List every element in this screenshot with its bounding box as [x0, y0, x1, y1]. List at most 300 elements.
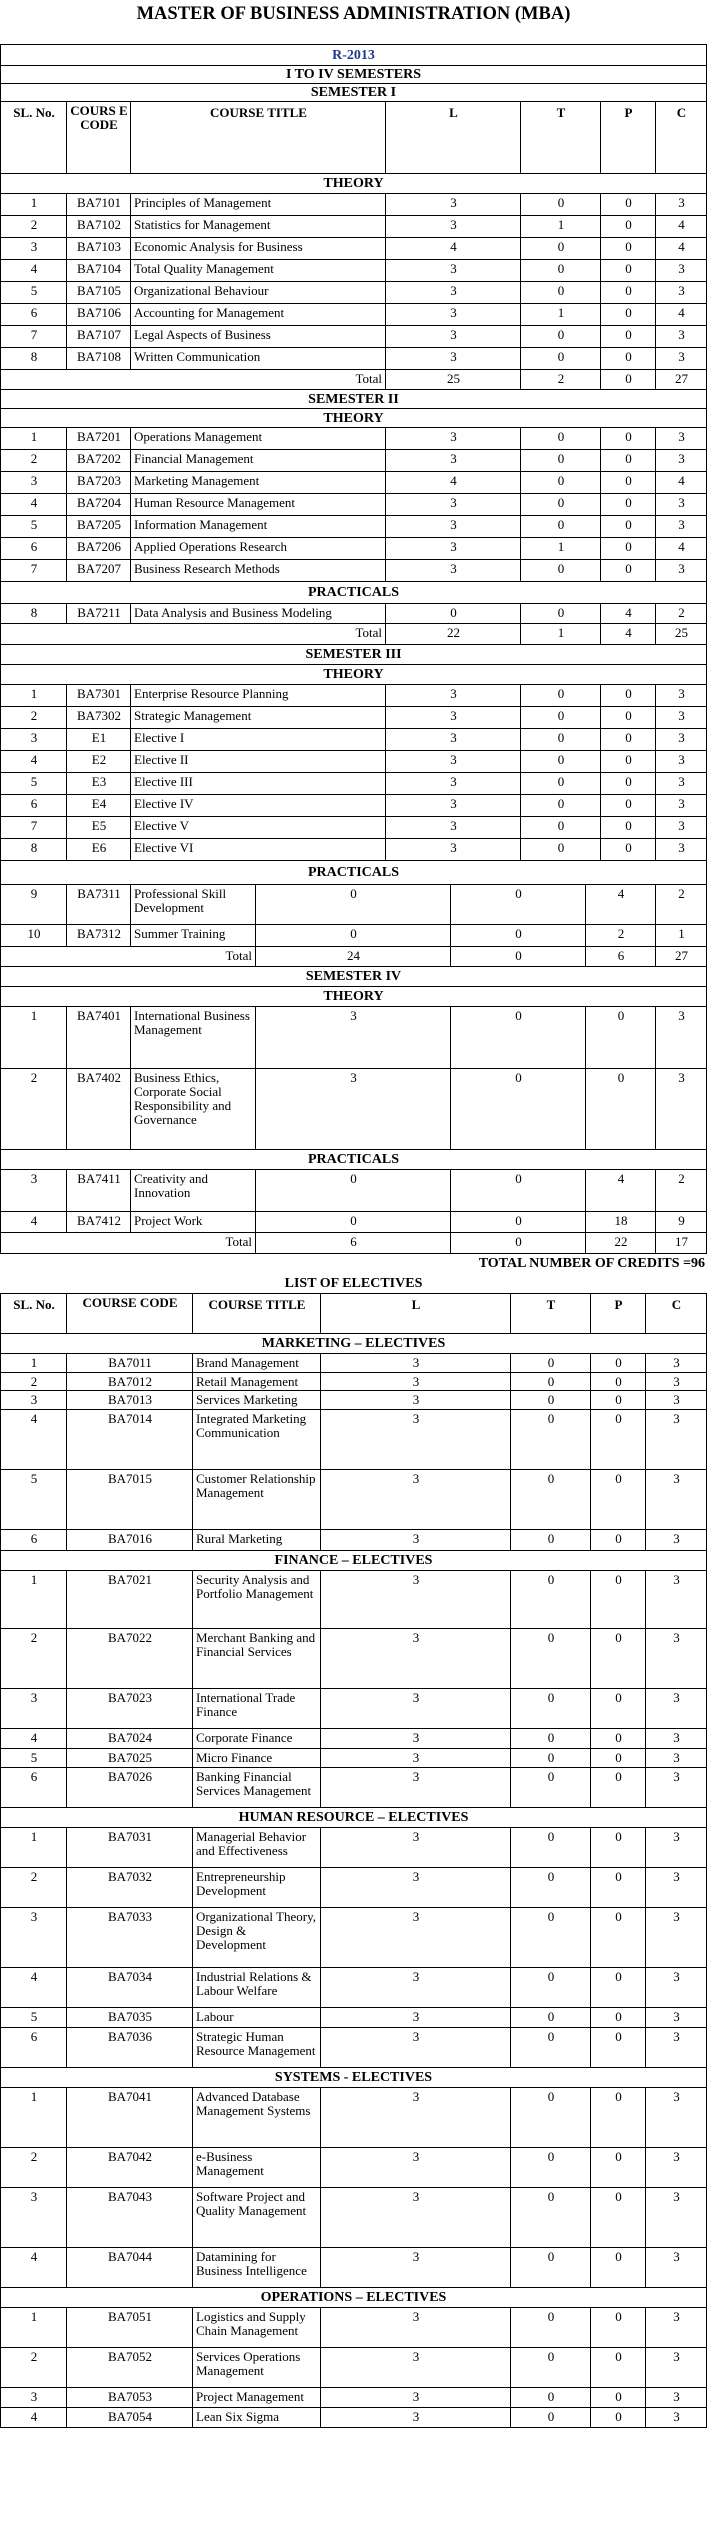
total-p-cell: 22 — [585, 1233, 655, 1254]
table-row — [0, 194, 707, 216]
p-cell: 0 — [590, 1908, 645, 1968]
course-code-cell: BA7014 — [66, 1410, 192, 1470]
course-code-cell: BA7044 — [66, 2248, 192, 2288]
l-cell: 3 — [320, 2188, 510, 2248]
c-cell: 3 — [655, 817, 707, 839]
t-cell: 0 — [510, 2388, 590, 2408]
c-cell: 3 — [645, 1828, 707, 1868]
l-cell: 3 — [320, 1828, 510, 1868]
course-title-cell: Rural Marketing — [192, 1530, 320, 1551]
table-row — [0, 1410, 707, 1470]
header-course-cell: COURSE TITLE — [130, 102, 385, 174]
course-title-cell: Written Communication — [130, 348, 385, 370]
c-cell: 3 — [645, 2388, 707, 2408]
course-title-cell: Enterprise Resource Planning — [130, 685, 385, 707]
table-row — [0, 304, 707, 326]
course-title-cell: Strategic Human Resource Management — [192, 2028, 320, 2068]
c-cell: 3 — [655, 516, 707, 538]
t-cell: 0 — [520, 472, 600, 494]
p-cell: 0 — [590, 2408, 645, 2428]
total-l-cell: 6 — [255, 1233, 450, 1254]
l-cell: 3 — [320, 2408, 510, 2428]
p-cell: 0 — [590, 1968, 645, 2008]
t-cell: 0 — [520, 707, 600, 729]
t-cell: 1 — [520, 304, 600, 326]
c-cell: 3 — [655, 450, 707, 472]
t-cell: 0 — [520, 348, 600, 370]
document-title: MASTER OF BUSINESS ADMINISTRATION (MBA) — [136, 4, 571, 24]
c-cell: 3 — [655, 260, 707, 282]
total-c-cell: 25 — [655, 624, 707, 645]
t-cell: 0 — [520, 282, 600, 304]
total-p-cell: 0 — [600, 370, 655, 390]
table-row — [0, 472, 707, 494]
table-row — [0, 1373, 707, 1391]
l-cell: 3 — [320, 1868, 510, 1908]
p-cell: 0 — [590, 1689, 645, 1729]
course-code-cell: BA7312 — [66, 925, 130, 947]
course-title-cell: Elective IV — [130, 795, 385, 817]
sl-no-cell: 3 — [0, 729, 66, 751]
table-row — [0, 2008, 707, 2028]
sl-no-cell: 9 — [0, 885, 66, 925]
t-cell: 0 — [510, 2408, 590, 2428]
l-cell: 3 — [320, 1749, 510, 1768]
course-title-cell: Security Analysis and Portfolio Management — [192, 1571, 320, 1629]
p-cell: 0 — [590, 2088, 645, 2148]
table-row — [0, 2188, 707, 2248]
course-code-cell: BA7401 — [66, 1007, 130, 1069]
course-code-cell: BA7201 — [66, 428, 130, 450]
table-row — [0, 282, 707, 304]
total-c-cell: 17 — [655, 1233, 707, 1254]
course-code-cell: BA7022 — [66, 1629, 192, 1689]
course-code-cell: BA7012 — [66, 1373, 192, 1391]
table-row — [0, 326, 707, 348]
t-cell: 0 — [510, 1354, 590, 1373]
semester-4-practicals-heading: PRACTICALS — [0, 1150, 707, 1170]
course-title-cell: Datamining for Business Intelligence — [192, 2248, 320, 2288]
course-title-cell: Strategic Management — [130, 707, 385, 729]
course-code-cell: BA7103 — [66, 238, 130, 260]
course-code-cell: E1 — [66, 729, 130, 751]
table-row — [0, 216, 707, 238]
c-cell: 3 — [645, 1908, 707, 1968]
course-title-cell: Accounting for Management — [130, 304, 385, 326]
sl-no-cell: 3 — [0, 1908, 66, 1968]
c-cell: 3 — [645, 2088, 707, 2148]
table-row — [0, 2248, 707, 2288]
table-row — [0, 2348, 707, 2388]
table-row — [0, 1571, 707, 1629]
sl-no-cell: 3 — [0, 238, 66, 260]
c-cell: 4 — [655, 472, 707, 494]
course-title-cell: Micro Finance — [192, 1749, 320, 1768]
course-code-cell: BA7042 — [66, 2148, 192, 2188]
total-p-cell: 4 — [600, 624, 655, 645]
p-cell: 0 — [600, 560, 655, 582]
course-title-cell: Industrial Relations & Labour Welfare — [192, 1968, 320, 2008]
p-cell: 0 — [600, 194, 655, 216]
c-cell: 4 — [655, 538, 707, 560]
table-row — [0, 729, 707, 751]
l-cell: 3 — [385, 839, 520, 861]
table-row — [0, 795, 707, 817]
l-cell: 3 — [320, 1391, 510, 1410]
sl-no-cell: 3 — [0, 472, 66, 494]
course-code-cell: BA7207 — [66, 560, 130, 582]
c-cell: 9 — [655, 1212, 707, 1233]
course-title-cell: Integrated Marketing Communication — [192, 1410, 320, 1470]
c-cell: 3 — [645, 1373, 707, 1391]
table-header-row — [0, 102, 707, 174]
course-title-cell: Information Management — [130, 516, 385, 538]
p-cell: 0 — [585, 1007, 655, 1069]
p-cell: 0 — [600, 326, 655, 348]
total-p-cell: 6 — [585, 947, 655, 967]
table-row — [0, 238, 707, 260]
c-cell: 3 — [655, 751, 707, 773]
semester-1-theory-heading: THEORY — [0, 174, 707, 194]
c-cell: 2 — [655, 885, 707, 925]
t-cell: 0 — [520, 751, 600, 773]
c-cell: 3 — [655, 326, 707, 348]
header-course-cell: COURSE TITLE — [192, 1294, 320, 1334]
course-code-cell: E3 — [66, 773, 130, 795]
course-title-cell: Financial Management — [130, 450, 385, 472]
course-code-cell: BA7107 — [66, 326, 130, 348]
sl-no-cell: 4 — [0, 494, 66, 516]
l-cell: 3 — [320, 1354, 510, 1373]
course-code-cell: E2 — [66, 751, 130, 773]
course-title-cell: Creativity and Innovation — [130, 1170, 255, 1212]
l-cell: 0 — [255, 1170, 450, 1212]
c-cell: 3 — [645, 1354, 707, 1373]
sl-no-cell: 5 — [0, 2008, 66, 2028]
l-cell: 3 — [385, 560, 520, 582]
sl-no-cell: 3 — [0, 2388, 66, 2408]
p-cell: 0 — [585, 1069, 655, 1150]
course-title-cell: Data Analysis and Business Modeling — [130, 604, 385, 624]
t-cell: 1 — [520, 216, 600, 238]
course-title-cell: Services Operations Management — [192, 2348, 320, 2388]
course-code-cell: BA7013 — [66, 1391, 192, 1410]
c-cell: 3 — [645, 1410, 707, 1470]
t-cell: 0 — [510, 1410, 590, 1470]
c-cell: 3 — [655, 194, 707, 216]
l-cell: 3 — [255, 1069, 450, 1150]
t-cell: 0 — [520, 839, 600, 861]
t-cell: 0 — [520, 604, 600, 624]
c-cell: 3 — [645, 1689, 707, 1729]
l-cell: 3 — [320, 1530, 510, 1551]
l-cell: 3 — [385, 326, 520, 348]
p-cell: 0 — [590, 1868, 645, 1908]
course-title-cell: Entrepreneurship Development — [192, 1868, 320, 1908]
header-c-cell: C — [655, 102, 707, 174]
l-cell: 3 — [320, 1629, 510, 1689]
course-code-cell: E5 — [66, 817, 130, 839]
course-code-cell: BA7101 — [66, 194, 130, 216]
t-cell: 0 — [520, 729, 600, 751]
finance-electives-heading: FINANCE – ELECTIVES — [0, 1551, 707, 1571]
table-row — [0, 604, 707, 624]
l-cell: 0 — [255, 925, 450, 947]
table-row — [0, 1391, 707, 1410]
table-row — [0, 560, 707, 582]
course-title-cell: Elective III — [130, 773, 385, 795]
t-cell: 0 — [520, 260, 600, 282]
course-code-cell: E4 — [66, 795, 130, 817]
l-cell: 3 — [385, 428, 520, 450]
t-cell: 0 — [510, 1571, 590, 1629]
t-cell: 0 — [510, 1689, 590, 1729]
electives-heading: LIST OF ELECTIVES — [0, 1274, 707, 1294]
sl-no-cell: 5 — [0, 282, 66, 304]
c-cell: 3 — [655, 1007, 707, 1069]
p-cell: 0 — [600, 348, 655, 370]
p-cell: 4 — [585, 1170, 655, 1212]
total-label: Total — [0, 624, 385, 645]
table-header-row — [0, 1294, 707, 1334]
course-code-cell: BA7402 — [66, 1069, 130, 1150]
t-cell: 0 — [520, 817, 600, 839]
sl-no-cell: 4 — [0, 260, 66, 282]
p-cell: 0 — [590, 2308, 645, 2348]
c-cell: 1 — [655, 925, 707, 947]
course-code-cell: E6 — [66, 839, 130, 861]
course-title-cell: Brand Management — [192, 1354, 320, 1373]
sl-no-cell: 10 — [0, 925, 66, 947]
course-title-cell: Total Quality Management — [130, 260, 385, 282]
semesters-heading: I TO IV SEMESTERS — [0, 66, 707, 84]
course-code-cell: BA7041 — [66, 2088, 192, 2148]
l-cell: 0 — [255, 885, 450, 925]
header-l-cell: L — [385, 102, 520, 174]
semester-2-heading: SEMESTER II — [0, 390, 707, 409]
c-cell: 3 — [655, 729, 707, 751]
course-code-cell: BA7051 — [66, 2308, 192, 2348]
sl-no-cell: 2 — [0, 707, 66, 729]
total-l-cell: 24 — [255, 947, 450, 967]
t-cell: 0 — [510, 1749, 590, 1768]
p-cell: 0 — [590, 1749, 645, 1768]
total-row — [0, 1233, 707, 1254]
total-label: Total — [0, 947, 255, 967]
total-label: Total — [0, 1233, 255, 1254]
semester-3-heading: SEMESTER III — [0, 645, 707, 665]
l-cell: 3 — [385, 685, 520, 707]
course-title-cell: Elective V — [130, 817, 385, 839]
table-row — [0, 773, 707, 795]
p-cell: 18 — [585, 1212, 655, 1233]
t-cell: 0 — [520, 238, 600, 260]
p-cell: 0 — [590, 2148, 645, 2188]
c-cell: 3 — [645, 2028, 707, 2068]
t-cell: 0 — [510, 1470, 590, 1530]
c-cell: 3 — [655, 707, 707, 729]
sl-no-cell: 2 — [0, 1069, 66, 1150]
t-cell: 1 — [520, 538, 600, 560]
t-cell: 0 — [510, 1629, 590, 1689]
table-row — [0, 1069, 707, 1150]
l-cell: 3 — [320, 1373, 510, 1391]
table-row — [0, 260, 707, 282]
p-cell: 0 — [600, 450, 655, 472]
course-code-cell: BA7203 — [66, 472, 130, 494]
table-row — [0, 1007, 707, 1069]
t-cell: 0 — [520, 326, 600, 348]
t-cell: 0 — [510, 2188, 590, 2248]
c-cell: 3 — [655, 795, 707, 817]
p-cell: 2 — [585, 925, 655, 947]
course-title-cell: Operations Management — [130, 428, 385, 450]
hr-electives-heading: HUMAN RESOURCE – ELECTIVES — [0, 1808, 707, 1828]
sl-no-cell: 2 — [0, 450, 66, 472]
c-cell: 3 — [645, 1571, 707, 1629]
total-row — [0, 947, 707, 967]
course-title-cell: Project Management — [192, 2388, 320, 2408]
sl-no-cell: 2 — [0, 1373, 66, 1391]
sl-no-cell: 1 — [0, 2308, 66, 2348]
t-cell: 0 — [510, 1391, 590, 1410]
course-title-cell: Elective II — [130, 751, 385, 773]
table-row — [0, 494, 707, 516]
semester-1-heading: SEMESTER I — [0, 84, 707, 102]
total-l-cell: 25 — [385, 370, 520, 390]
l-cell: 3 — [385, 260, 520, 282]
course-title-cell: Human Resource Management — [130, 494, 385, 516]
sl-no-cell: 6 — [0, 1768, 66, 1808]
c-cell: 4 — [655, 238, 707, 260]
t-cell: 0 — [450, 1170, 585, 1212]
course-code-cell: BA7106 — [66, 304, 130, 326]
c-cell: 4 — [655, 304, 707, 326]
c-cell: 3 — [645, 2188, 707, 2248]
table-row — [0, 1749, 707, 1768]
p-cell: 0 — [600, 707, 655, 729]
course-title-cell: Organizational Behaviour — [130, 282, 385, 304]
c-cell: 3 — [645, 2008, 707, 2028]
sl-no-cell: 7 — [0, 817, 66, 839]
p-cell: 0 — [600, 216, 655, 238]
sl-no-cell: 7 — [0, 560, 66, 582]
sl-no-cell: 4 — [0, 1410, 66, 1470]
p-cell: 0 — [600, 751, 655, 773]
sl-no-cell: 1 — [0, 2088, 66, 2148]
p-cell: 0 — [600, 839, 655, 861]
p-cell: 0 — [590, 1629, 645, 1689]
table-row — [0, 685, 707, 707]
p-cell: 0 — [600, 494, 655, 516]
p-cell: 0 — [600, 472, 655, 494]
l-cell: 3 — [385, 538, 520, 560]
course-code-cell: BA7204 — [66, 494, 130, 516]
course-title-cell: Statistics for Management — [130, 216, 385, 238]
course-code-cell: BA7411 — [66, 1170, 130, 1212]
total-t-cell: 0 — [450, 1233, 585, 1254]
sl-no-cell: 4 — [0, 2248, 66, 2288]
t-cell: 0 — [510, 2248, 590, 2288]
sl-no-cell: 2 — [0, 216, 66, 238]
course-title-cell: Marketing Management — [130, 472, 385, 494]
sl-no-cell: 3 — [0, 1391, 66, 1410]
sl-no-cell: 1 — [0, 1571, 66, 1629]
sl-no-cell: 2 — [0, 2348, 66, 2388]
p-cell: 0 — [600, 795, 655, 817]
c-cell: 3 — [645, 1768, 707, 1808]
c-cell: 3 — [645, 2248, 707, 2288]
t-cell: 0 — [450, 1212, 585, 1233]
semester-3-theory-heading: THEORY — [0, 665, 707, 685]
sl-no-cell: 1 — [0, 685, 66, 707]
p-cell: 0 — [590, 2388, 645, 2408]
course-title-cell: International Business Management — [130, 1007, 255, 1069]
l-cell: 3 — [385, 450, 520, 472]
l-cell: 4 — [385, 238, 520, 260]
table-row — [0, 1968, 707, 2008]
course-code-cell: BA7036 — [66, 2028, 192, 2068]
sl-no-cell: 5 — [0, 1749, 66, 1768]
l-cell: 3 — [320, 1729, 510, 1749]
p-cell: 4 — [585, 885, 655, 925]
course-title-cell: Lean Six Sigma — [192, 2408, 320, 2428]
sl-no-cell: 2 — [0, 2148, 66, 2188]
course-title-cell: Services Marketing — [192, 1391, 320, 1410]
course-code-cell: BA7024 — [66, 1729, 192, 1749]
table-row — [0, 839, 707, 861]
sl-no-cell: 6 — [0, 304, 66, 326]
course-title-cell: Principles of Management — [130, 194, 385, 216]
sl-no-cell: 8 — [0, 348, 66, 370]
course-title-cell: Managerial Behavior and Effectiveness — [192, 1828, 320, 1868]
c-cell: 3 — [645, 2308, 707, 2348]
sl-no-cell: 4 — [0, 751, 66, 773]
l-cell: 3 — [320, 2008, 510, 2028]
l-cell: 3 — [385, 729, 520, 751]
l-cell: 3 — [385, 282, 520, 304]
p-cell: 0 — [600, 538, 655, 560]
course-title-cell: Retail Management — [192, 1373, 320, 1391]
course-title-cell: Business Ethics, Corporate Social Responsibility and Governance — [130, 1069, 255, 1150]
sl-no-cell: 5 — [0, 1470, 66, 1530]
l-cell: 3 — [385, 304, 520, 326]
course-title-cell: Logistics and Supply Chain Management — [192, 2308, 320, 2348]
c-cell: 3 — [655, 494, 707, 516]
table-row — [0, 1212, 707, 1233]
course-title-cell: Professional Skill Development — [130, 885, 255, 925]
c-cell: 3 — [655, 348, 707, 370]
course-code-cell: BA7032 — [66, 1868, 192, 1908]
course-code-cell: BA7108 — [66, 348, 130, 370]
l-cell: 3 — [320, 2388, 510, 2408]
p-cell: 0 — [590, 2028, 645, 2068]
t-cell: 0 — [520, 795, 600, 817]
header-code-cell: COURSE CODE — [66, 1294, 192, 1334]
semester-2-practicals-heading: PRACTICALS — [0, 582, 707, 604]
l-cell: 3 — [320, 1410, 510, 1470]
course-code-cell: BA7205 — [66, 516, 130, 538]
table-row — [0, 1828, 707, 1868]
l-cell: 3 — [320, 1571, 510, 1629]
p-cell: 0 — [590, 1729, 645, 1749]
course-title-cell: Customer Relationship Management — [192, 1470, 320, 1530]
table-row — [0, 1868, 707, 1908]
header-p-cell: P — [600, 102, 655, 174]
course-title-cell: International Trade Finance — [192, 1689, 320, 1729]
table-row — [0, 348, 707, 370]
t-cell: 0 — [520, 560, 600, 582]
